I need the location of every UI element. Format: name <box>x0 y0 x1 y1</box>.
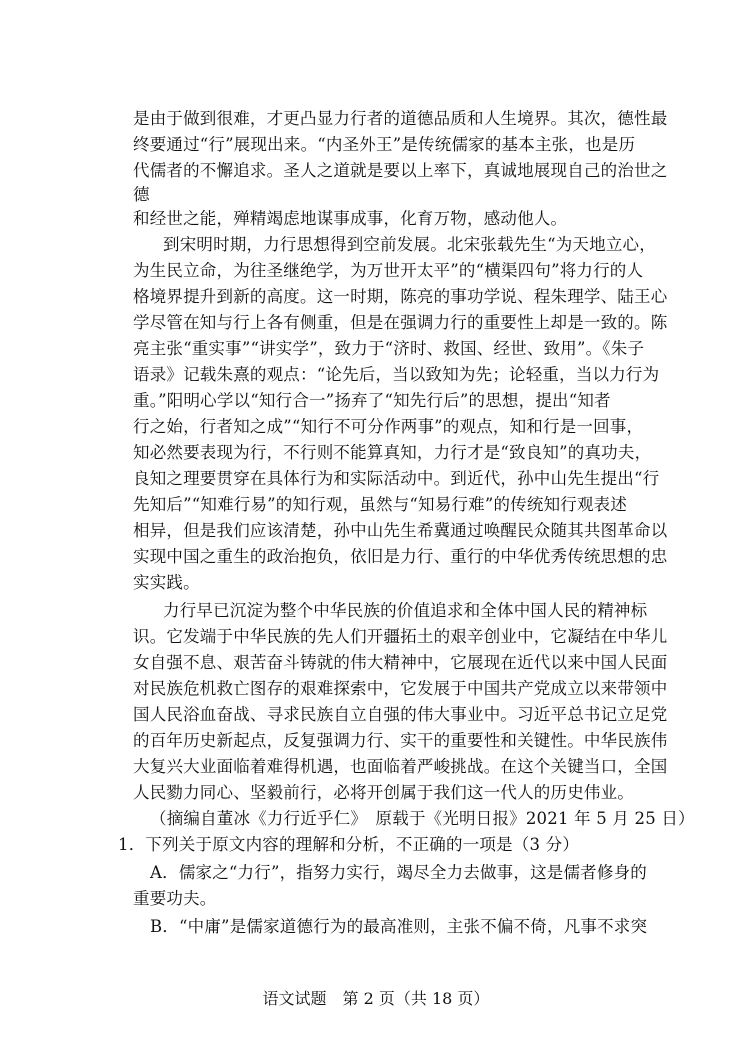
text-line: 终要通过“行”展现出来。“内圣外王”是传统儒家的基本主张，也是历 <box>133 135 636 154</box>
text-line: 的百年历史新起点，反复强调力行、实干的重要性和关键性。中华民族伟 <box>133 731 668 750</box>
question-1: 1．下列关于原文内容的理解和分析，不正确的一项是（3 分） <box>118 835 580 854</box>
option-b: B．“中庸”是儒家道德行为的最高准则，主张不偏不倚，凡事不求突 <box>150 917 648 936</box>
source-citation: （摘编自董冰《力行近乎仁》 原载于《光明日报》2021 年 5 月 25 日） <box>150 809 695 828</box>
text-line: 为生民立命，为往圣继绝学，为万世开太平”的“横渠四句”将力行的人 <box>133 261 644 280</box>
text-line: 实实践。 <box>133 573 200 592</box>
text-line: 行之始，行者知之成”“知行不可分作两事”的观点，知和行是一回事， <box>133 417 644 436</box>
text-line: 代儒者的不懈追求。圣人之道就是要以上率下，真诚地展现自己的治世之 <box>133 161 668 180</box>
text-line: 重。”阳明心学以“知行合一”扬弃了“知先行后”的思想，提出“知者 <box>133 391 611 410</box>
text-line: 知必然要表现为行，不行则不能算真知，力行才是“致良知”的真功夫， <box>133 443 652 462</box>
option-a-cont: 重要功夫。 <box>133 889 217 908</box>
text-line: 良知之理要贯穿在具体行为和实际活动中。到近代，孙中山先生提出“行 <box>133 469 660 488</box>
option-a: A．儒家之“力行”，指努力实行，竭尽全力去做事，这是儒者修身的 <box>150 863 647 882</box>
text-line: 和经世之能，殚精竭虑地谋事成事，化育万物，感动他人。 <box>133 209 568 228</box>
text-line: 大复兴大业面临着难得机遇，也面临着严峻挑战。在这个关键当口，全国 <box>133 757 668 776</box>
paragraph-start: 到宋明时期，力行思想得到空前发展。北宋张载先生“为天地立心， <box>163 235 656 254</box>
text-line: 国人民浴血奋战、寻求民族自立自强的伟大事业中。习近平总书记立足党 <box>133 705 668 724</box>
text-line: 学尽管在知与行上各有侧重，但是在强调力行的重要性上却是一致的。陈 <box>133 313 668 332</box>
page-footer: 语文试题 第 2 页（共 18 页） <box>262 989 490 1008</box>
text-line: 相异，但是我们应该清楚，孙中山先生希冀通过唤醒民众随其共图革命以 <box>133 521 668 540</box>
text-line: 女自强不息、艰苦奋斗铸就的伟大精神中，它展现在近代以来中国人民面 <box>133 653 668 672</box>
text-line: 实现中国之重生的政治抱负，依旧是力行、重行的中华优秀传统思想的忠 <box>133 547 668 566</box>
paragraph-start: 力行早已沉淀为整个中华民族的价值追求和全体中国人民的精神标 <box>163 601 648 620</box>
text-line: 格境界提升到新的高度。这一时期，陈亮的事功学说、程朱理学、陆王心 <box>133 287 668 306</box>
text-line: 人民勠力同心、坚毅前行，必将开创属于我们这一代人的历史伟业。 <box>133 783 634 802</box>
text-line: 识。它发端于中华民族的先人们开疆拓土的艰辛创业中，它凝结在中华儿 <box>133 627 668 646</box>
text-line: 语录》记载朱熹的观点：“论先后，当以致知为先；论轻重，当以力行为 <box>133 365 660 384</box>
text-line: 对民族危机救亡图存的艰难探索中，它发展于中国共产党成立以来带领中 <box>133 679 668 698</box>
text-line: 先知后”“知难行易”的知行观，虽然与“知易行难”的传统知行观表述 <box>133 495 628 514</box>
text-line: 亮主张“重实事”“讲实学”，致力于“济时、救国、经世、致用”。《朱子 <box>133 339 645 358</box>
text-line: 德 <box>133 185 150 204</box>
text-line: 是由于做到很难，才更凸显力行者的道德品质和人生境界。其次，德性最 <box>133 109 668 128</box>
